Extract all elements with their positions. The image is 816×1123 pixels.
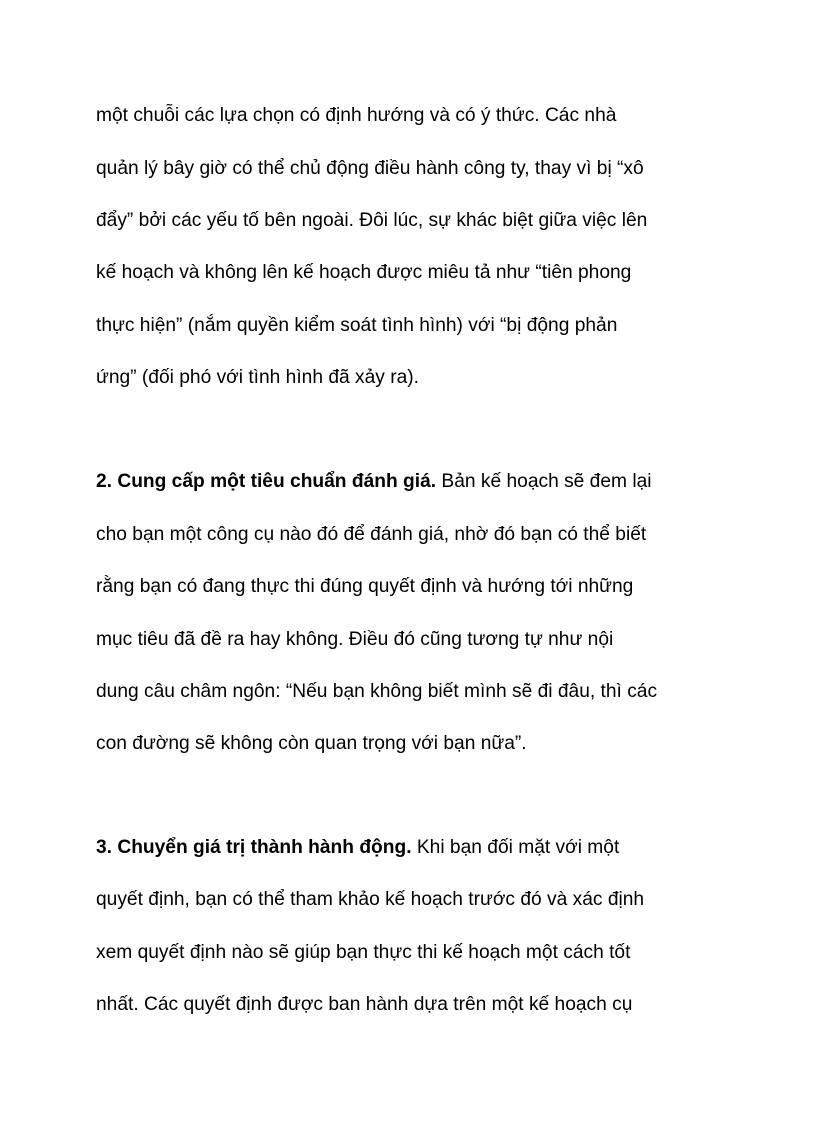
paragraph-3-line-2: quyết định, bạn có thể tham khảo kế hoạch trước đó và xác định xyxy=(96,889,645,910)
paragraph-1-line-5: thực hiện” (nắm quyền kiểm soát tình hình) với “bị động phản xyxy=(96,315,618,336)
paragraph-2-heading: 2. Cung cấp một tiêu chuẩn đánh giá. xyxy=(96,471,437,492)
paragraph-2-line-1 xyxy=(96,470,652,494)
paragraph-2-line-5: dung câu châm ngôn: “Nếu bạn không biết mình sẽ đi đâu, thì các xyxy=(96,681,658,702)
paragraph-2-line-2: cho bạn một công cụ nào đó để đánh giá, nhờ đó bạn có thể biết xyxy=(96,524,647,545)
paragraph-1-line-2: quản lý bây giờ có thể chủ động điều hành công ty, thay vì bị “xô xyxy=(96,158,644,179)
paragraph-2-line-4: mục tiêu đã đề ra hay không. Điều đó cũng tương tự như nội xyxy=(96,629,614,650)
paragraph-2-first-line-rest: Bản kế hoạch sẽ đem lại xyxy=(436,471,652,492)
paragraph-1-line-1: một chuỗi các lựa chọn có định hướng và có ý thức. Các nhà xyxy=(96,105,617,126)
paragraph-1-line-6: ứng” (đối phó với tình hình đã xảy ra). xyxy=(96,367,420,388)
paragraph-2-line-3: rằng bạn có đang thực thi đúng quyết định và hướng tới những xyxy=(96,576,634,597)
paragraph-1-line-4: kế hoạch và không lên kế hoạch được miêu tả như “tiên phong xyxy=(96,262,632,283)
paragraph-2-line-6: con đường sẽ không còn quan trọng với bạn nữa”. xyxy=(96,733,527,754)
paragraph-1-line-3: đẩy” bởi các yếu tố bên ngoài. Đôi lúc, sự khác biệt giữa việc lên xyxy=(96,210,648,231)
paragraph-3-line-1 xyxy=(96,836,619,860)
paragraph-3-first-line-rest: Khi bạn đối mặt với một xyxy=(411,837,620,858)
paragraph-3-line-4: nhất. Các quyết định được ban hành dựa trên một kế hoạch cụ xyxy=(96,994,633,1015)
paragraph-3-line-3: xem quyết định nào sẽ giúp bạn thực thi kế hoạch một cách tốt xyxy=(96,942,631,963)
paragraph-3-heading: 3. Chuyển giá trị thành hành động. xyxy=(96,837,412,858)
